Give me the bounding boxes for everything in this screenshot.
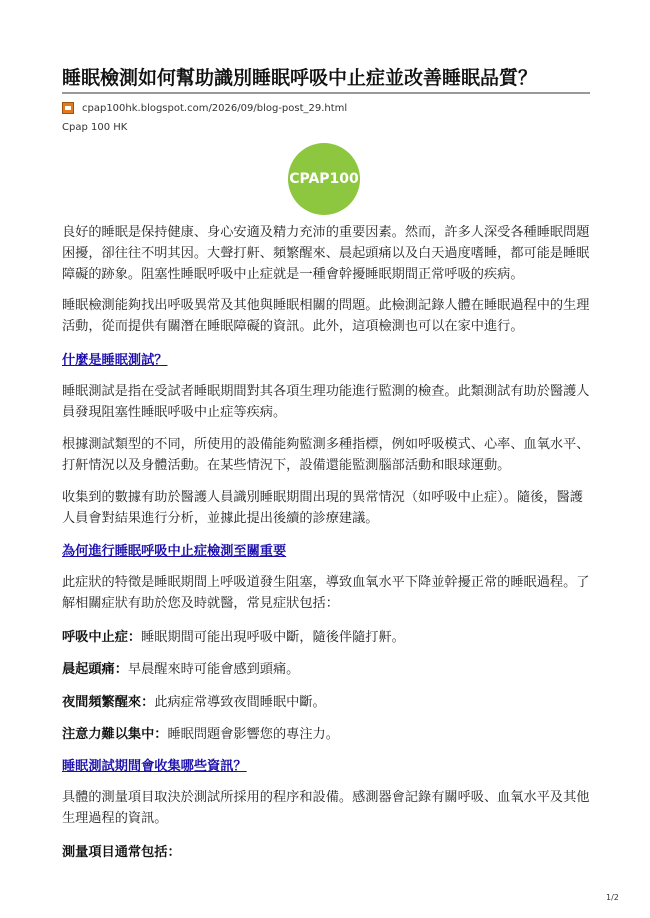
source-url[interactable]: cpap100hk.blogspot.com/2026/09/blog-post_29.html xyxy=(82,102,348,114)
title-divider xyxy=(62,92,590,94)
symptom-label: 夜間頻繁醒來： xyxy=(62,695,155,710)
blogger-icon xyxy=(62,102,74,114)
logo-text: CPAP100 xyxy=(289,171,359,187)
page-title: 睡眠檢測如何幫助識別睡眠呼吸中止症並改善睡眠品質？ xyxy=(62,67,538,89)
symptom-item xyxy=(62,723,592,742)
symptom-text: 睡眠期間可能出現呼吸中斷，隨後伴隨打鼾。 xyxy=(141,630,405,645)
paragraph-apnea-symptoms-intro: 此症狀的特徵是睡眠期間上呼吸道發生阻塞，導致血氧水平下降並幹擾正常的睡眠過程。了解相關症狀有助於您及時就醫，常見症狀包括： xyxy=(62,575,590,611)
paragraph-data-analysis: 收集到的數據有助於醫護人員識別睡眠期間出現的異常情況（如呼吸中止症）。隨後，醫護人員會對結果進行分析，並據此提出後續的診療建議。 xyxy=(62,490,583,526)
paragraph-what-is-sleep-test: 睡眠測試是指在受試者睡眠期間對其各項生理功能進行監測的檢查。此類測試有助於醫護人員發現阻塞性睡眠呼吸中止症等疾病。 xyxy=(62,384,590,420)
heading-what-is-sleep-test[interactable]: 什麼是睡眠測試？ xyxy=(62,353,168,368)
symptom-label: 晨起頭痛： xyxy=(62,662,128,677)
symptom-item xyxy=(62,658,592,677)
cpap100-logo xyxy=(288,143,360,215)
source-row xyxy=(62,101,347,115)
symptom-text: 睡眠問題會影響您的專注力。 xyxy=(167,727,339,742)
heading-measurements: 測量項目通常包括： xyxy=(62,845,181,860)
symptom-label: 注意力難以集中： xyxy=(62,727,168,742)
paragraph-sleep-test-overview: 睡眠檢測能夠找出呼吸異常及其他與睡眠相關的問題。此檢測記錄人體在睡眠過程中的生理活動，從而提供有關潛在睡眠障礙的資訊。此外，這項檢測也可以在家中進行。 xyxy=(62,298,590,334)
heading-why-apnea-test[interactable]: 為何進行睡眠呼吸中止症檢測至關重要 xyxy=(62,544,287,559)
heading-collected-info[interactable]: 睡眠測試期間會收集哪些資訊？ xyxy=(62,759,247,774)
paragraph-intro: 良好的睡眠是保持健康、身心安適及精力充沛的重要因素。然而，許多人深受各種睡眠問題困擾，卻往往不明其因。大聲打鼾、頻繁醒來、晨起頭痛以及白天過度嗜睡，都可能是睡眠障礙的跡象。阻塞性睡眠呼吸中止症就是一種會幹擾睡眠期間正常呼吸的疾病。 xyxy=(62,225,590,282)
symptom-label: 呼吸中止症： xyxy=(62,630,142,645)
paragraph-test-types: 根據測試類型的不同，所使用的設備能夠監測多種指標，例如呼吸模式、心率、血氧水平、打鼾情況以及身體活動。在某些情況下，設備還能監測腦部活動和眼球運動。 xyxy=(62,437,590,473)
symptom-item xyxy=(62,691,592,710)
page-number: 1/2 xyxy=(606,893,619,902)
symptom-text: 此病症常導致夜間睡眠中斷。 xyxy=(154,695,326,710)
paragraph-collected-info: 具體的測量項目取決於測試所採用的程序和設備。感測器會記錄有關呼吸、血氧水平及其他生理過程的資訊。 xyxy=(62,790,590,826)
symptom-item xyxy=(62,626,592,645)
author-name: Cpap 100 HK xyxy=(62,122,128,133)
symptom-text: 早晨醒來時可能會感到頭痛。 xyxy=(127,662,300,677)
